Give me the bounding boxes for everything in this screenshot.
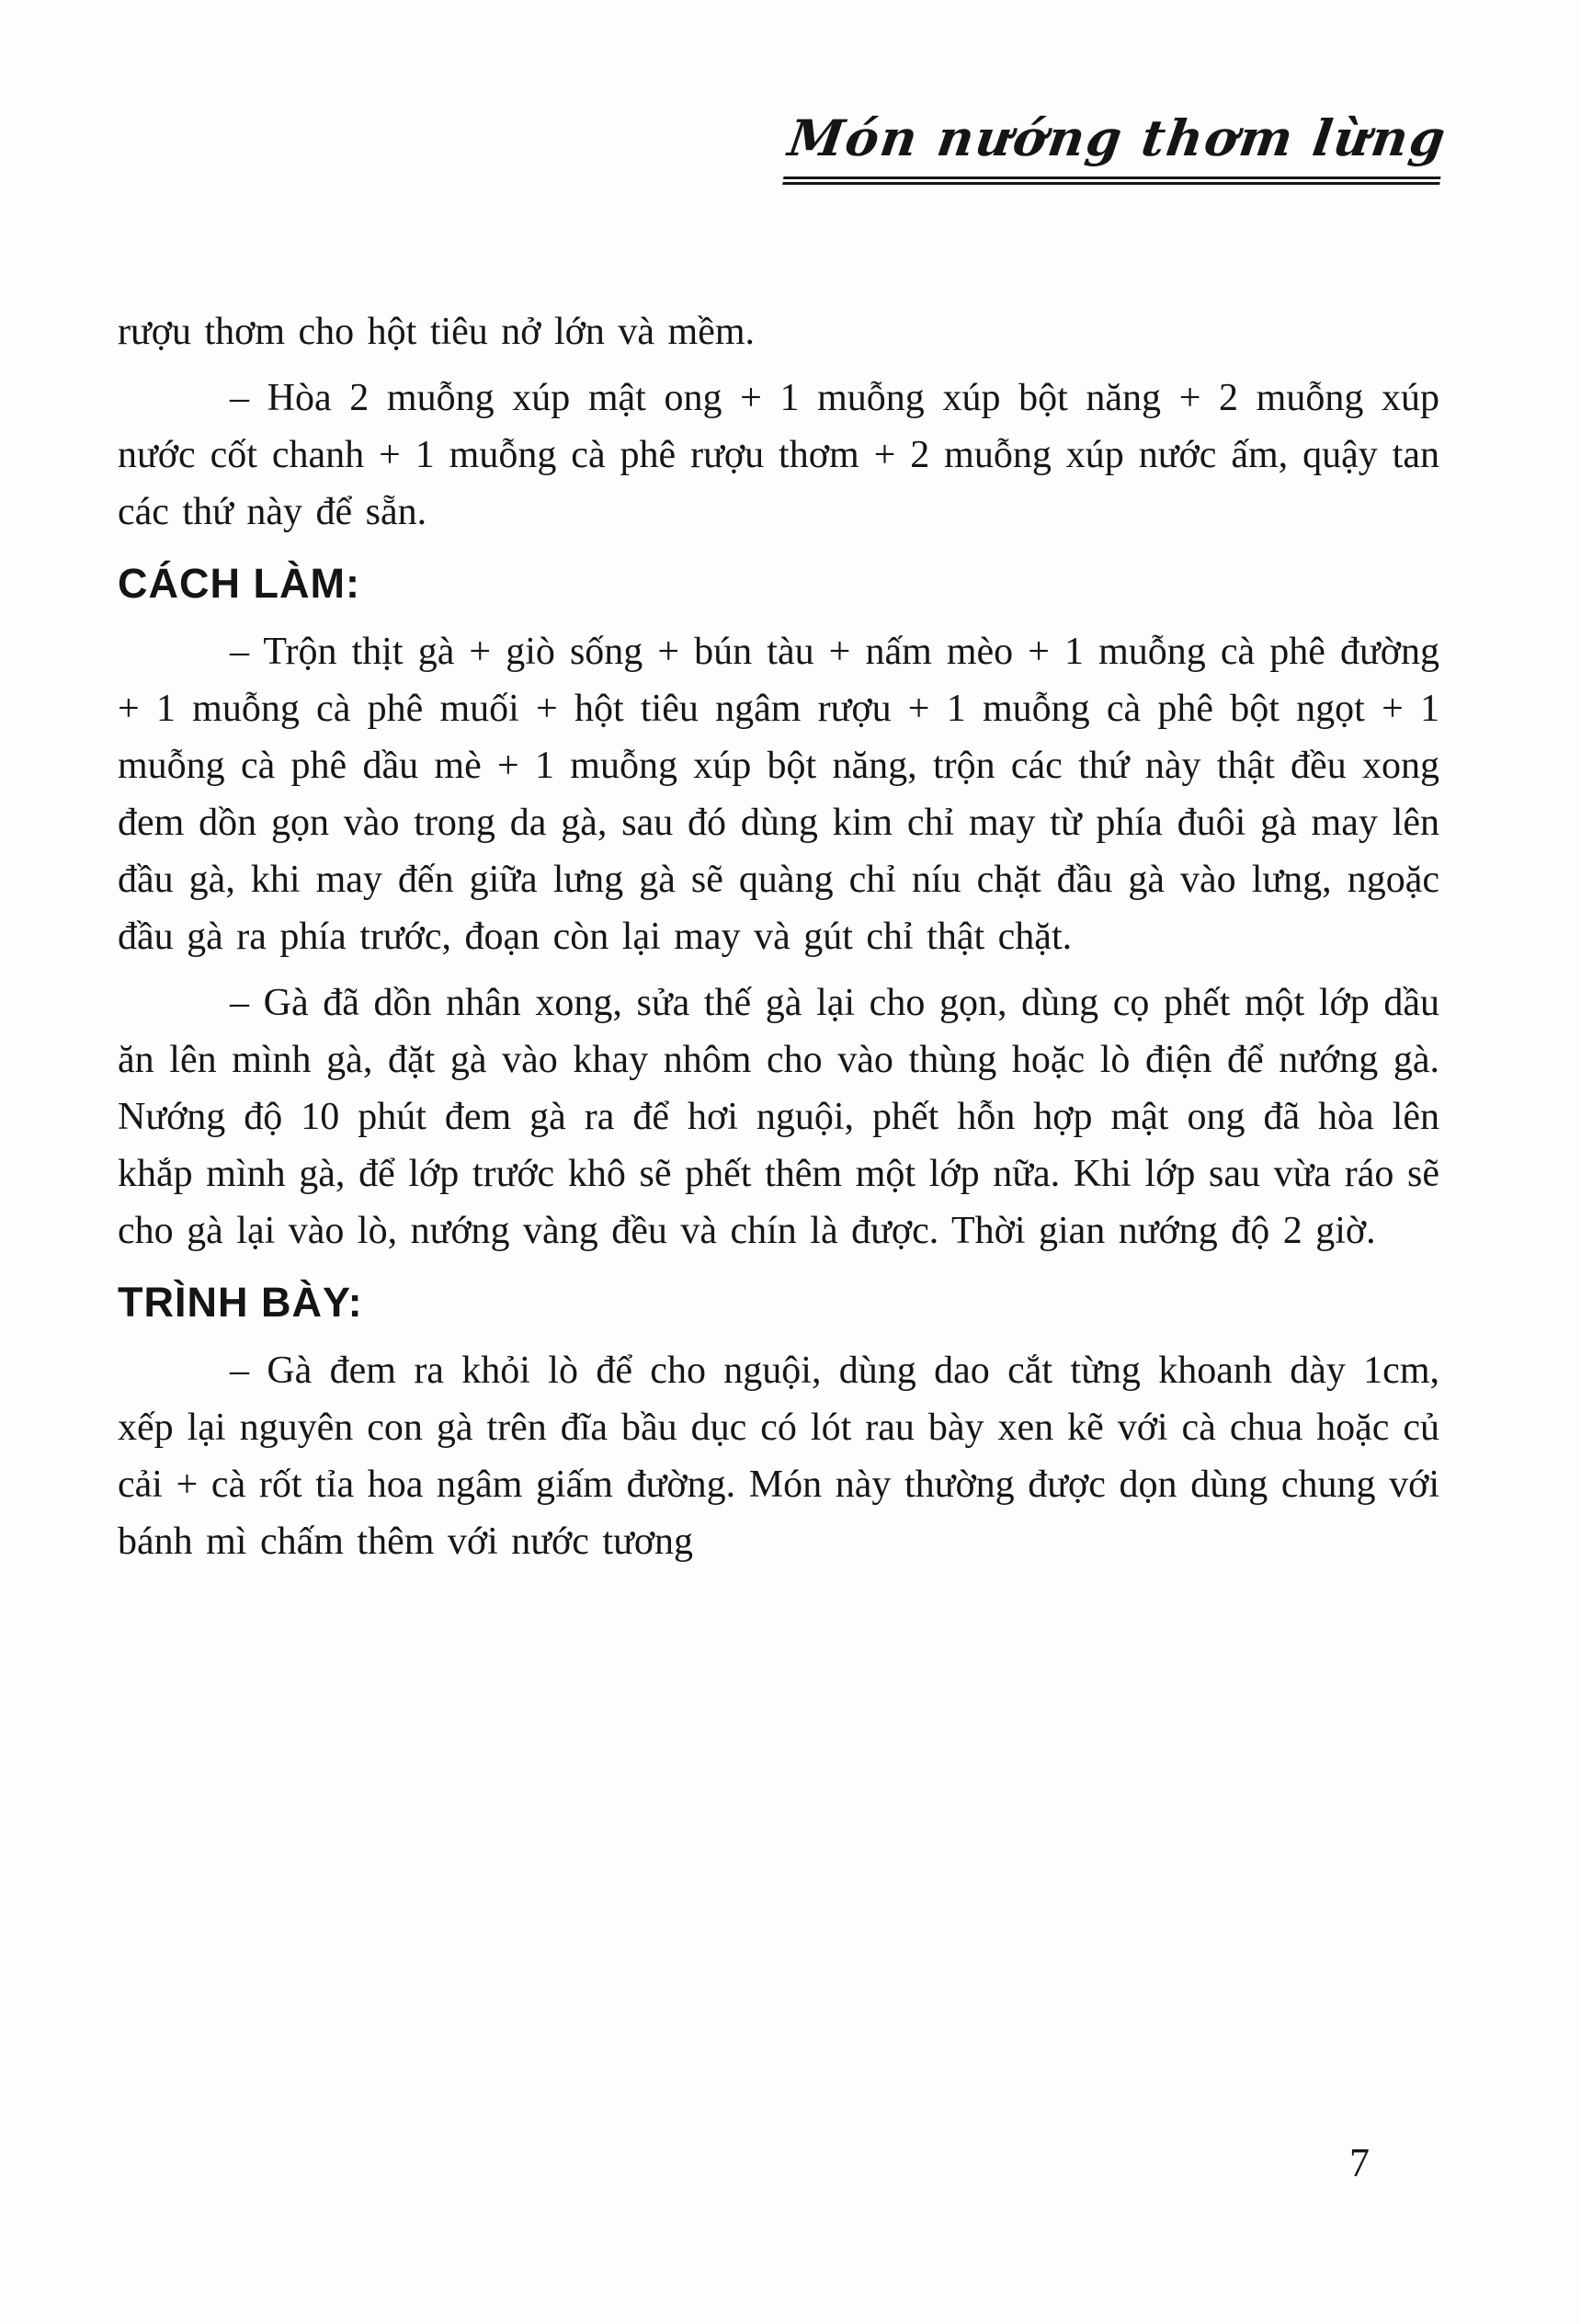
paragraph: – Gà đem ra khỏi lò để cho nguội, dùng dao cắt từng khoanh dày 1cm, xếp lại nguyên con gà trên đĩa bầu dục có lót rau bày xen kẽ với cà chua hoặc củ cải + cà rốt tỉa hoa ngâm giấm đường. Món này thường được dọn dùng chung với bánh mì chấm thêm với nước tương bbox=[118, 1350, 1439, 1563]
page-header bbox=[784, 108, 1450, 185]
section-heading: TRÌNH BÀY: bbox=[118, 1279, 363, 1326]
section-heading: CÁCH LÀM: bbox=[118, 560, 360, 607]
page-content bbox=[118, 303, 1439, 1579]
chapter-title-script: Món nướng thơm lừng bbox=[782, 108, 1450, 185]
paragraph: – Gà đã dồn nhân xong, sửa thế gà lại cho gọn, dùng cọ phết một lớp dầu ăn lên mình gà, đặt gà vào khay nhôm cho vào thùng hoặc lò điện để nướng gà. Nướng độ 10 phút đem gà ra để hơi nguội, phết hỗn hợp mật ong đã hòa lên khắp mình gà, để lớp trước khô sẽ phết thêm một lớp nữa. Khi lớp sau vừa ráo sẽ cho gà lại vào lò, nướng vàng đều và chín là được. Thời gian nướng độ 2 giờ. bbox=[118, 982, 1439, 1252]
page-number: 7 bbox=[1349, 2140, 1370, 2185]
paragraph: rượu thơm cho hột tiêu nở lớn và mềm. bbox=[118, 311, 756, 353]
paragraph: – Hòa 2 muỗng xúp mật ong + 1 muỗng xúp bột năng + 2 muỗng xúp nước cốt chanh + 1 muỗng cà phê rượu thơm + 2 muỗng xúp nước ấm, quậy tan các thứ này để sẵn. bbox=[118, 377, 1439, 533]
paragraph: – Trộn thịt gà + giò sống + bún tàu + nấm mèo + 1 muỗng cà phê đường + 1 muỗng cà phê muối + hột tiêu ngâm rượu + 1 muỗng cà phê bột ngọt + 1 muỗng cà phê dầu mè + 1 muỗng xúp bột năng, trộn các thứ này thật đều xong đem dồn gọn vào trong da gà, sau đó dùng kim chỉ may từ phía đuôi gà may lên đầu gà, khi may đến giữa lưng gà sẽ quàng chỉ níu chặt đầu gà vào lưng, ngoặc đầu gà ra phía trước, đoạn còn lại may và gút chỉ thật chặt. bbox=[118, 631, 1439, 958]
